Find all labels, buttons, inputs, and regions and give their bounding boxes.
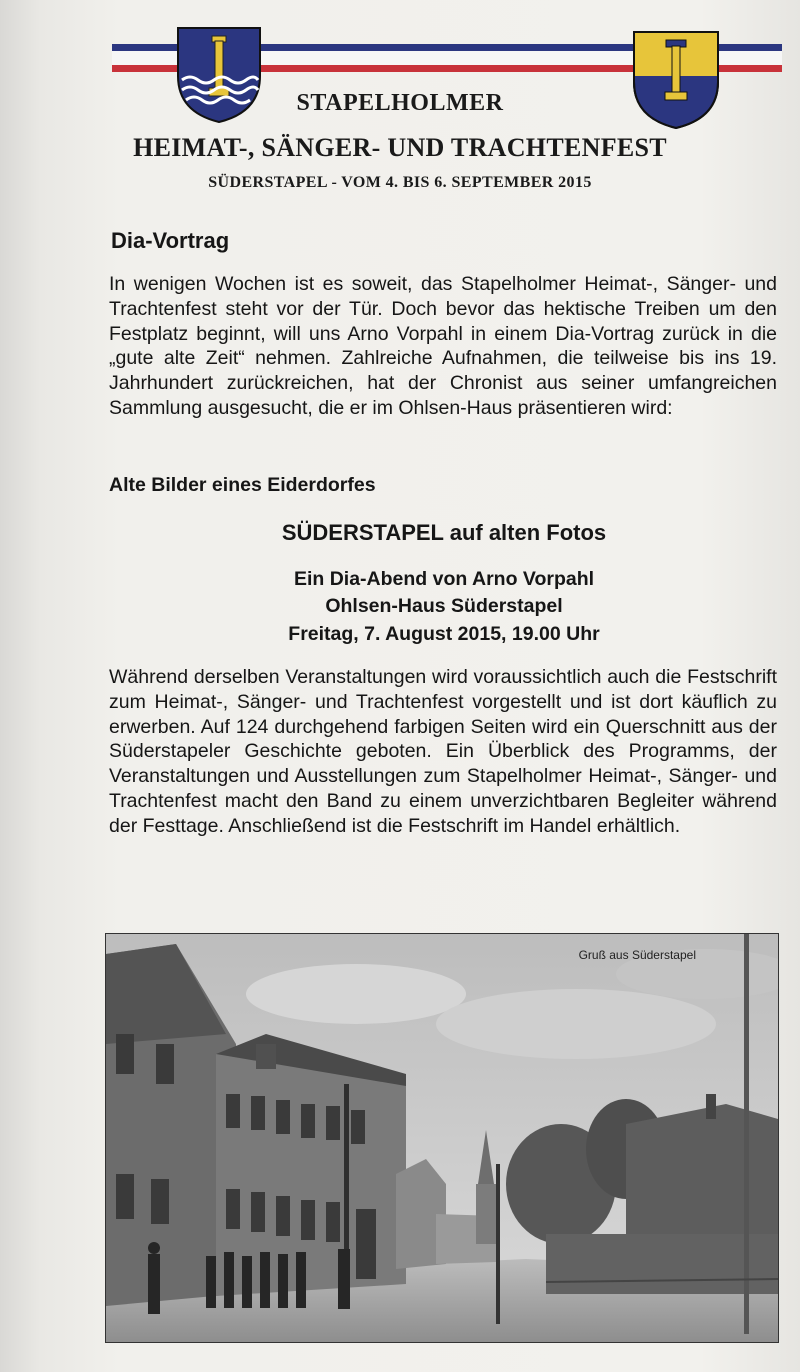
article-bold-line: Alte Bilder eines Eiderdorfes xyxy=(109,474,376,496)
header-title-line3: SÜDERSTAPEL - VOM 4. BIS 6. SEPTEMBER 2015 xyxy=(208,174,592,191)
event-title: SÜDERSTAPEL auf alten Fotos xyxy=(281,520,607,545)
article-paragraph-2: Während derselben Veranstaltungen wird voraussichtlich auch die Festschrift zum Heimat-, Sänger- und Trachtenfest vorgestellt und ist dort käuflich zu erwerben. Auf 124 durchgehend farbigen Seiten wird ein Querschnitt aus der Süderstapeler Geschichte geboten. Ein Überblick des Programms, der Veranstaltungen und Ausstellungen zum Stapelholmer Heimat-, Sänger- und Trachtenfest macht den Band zu einem unverzichtbaren Begleiter während der Festtage. Anschließend ist die Festschrift im Handel erhältlich. xyxy=(109,666,777,837)
article-title: Dia-Vortrag xyxy=(111,228,230,253)
header-title-line1: STAPELHOLMER xyxy=(296,90,504,116)
article-paragraph-1: In wenigen Wochen ist es soweit, das Stapelholmer Heimat-, Sänger- und Trachtenfest steht vor der Tür. Doch bevor das hektische Treiben um den Festplatz beginnt, will uns Arno Vorpahl in einem Dia-Vortrag zurück in die „gute alte Zeit“ nehmen. Zahlreiche Aufnahmen, die teilweise bis ins 19. Jahrhundert zurückreichen, hat der Chronist aus seiner umfangreichen Sammlung ausgesucht, die er im Ohlsen-Haus präsentieren wird: xyxy=(109,273,777,419)
historic-photo xyxy=(105,933,779,1343)
event-line-2: Ohlsen-Haus Süderstapel xyxy=(325,595,563,617)
header-title-line2: HEIMAT-, SÄNGER- UND TRACHTENFEST xyxy=(133,133,667,162)
photo-caption: Gruß aus Süderstapel xyxy=(578,948,696,962)
historic-photo-drawing xyxy=(106,934,778,1342)
event-line-3: Freitag, 7. August 2015, 19.00 Uhr xyxy=(288,623,600,645)
event-line-1: Ein Dia-Abend von Arno Vorpahl xyxy=(293,568,595,590)
